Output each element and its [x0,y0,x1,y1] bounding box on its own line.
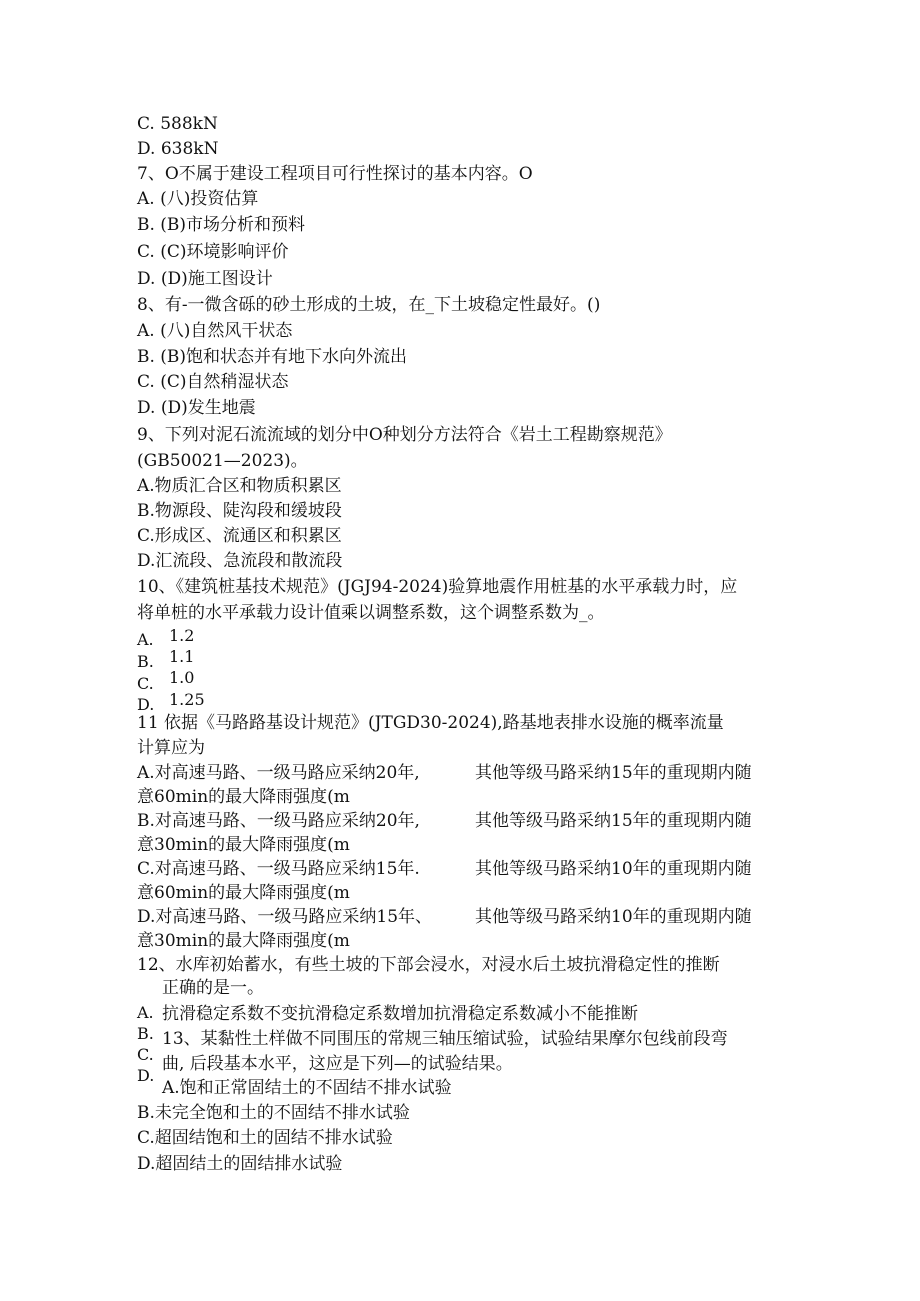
q11-option-c-cont: 意60min的最大降雨强度(m [137,883,350,903]
q12-label-a: A. [137,1003,154,1022]
q8-option-b: B. (B)饱和状态并有地下水向外流出 [137,347,408,367]
q10-stem-line2: 将单桩的水平承载力设计值乘以调整系数，这个调整系数为_。 [137,603,605,623]
q7-stem: 7、O不属于建设工程项目可行性探讨的基本内容。O [137,164,533,184]
q10-label-d: D. [137,695,155,714]
q13-option-c: C.超固结饱和土的固结不排水试验 [137,1128,393,1148]
q13-option-d: D.超固结土的固结排水试验 [137,1154,343,1174]
q11-option-d-right: 其他等级马路采纳10年的重现期内随 [475,907,752,927]
q11-option-c-right: 其他等级马路采纳10年的重现期内随 [475,859,752,879]
q13-stem-line2: 曲, 后段基本水平，这应是下列—的试验结果。 [162,1054,513,1074]
q11-option-a-cont: 意60min的最大降雨强度(m [137,787,350,807]
q9-option-c: C.形成区、流通区和积累区 [137,526,342,546]
q7-option-c: C. (C)环境影响评价 [137,242,289,262]
q9-stem-line1: 9、下列对泥石流流域的划分中O种划分方法符合《岩土工程勘察规范》 [137,425,672,445]
q13-option-a: A.饱和正常固结土的不固结不排水试验 [162,1078,452,1098]
q12-stem-line1: 12、水库初始蓄水，有些土坡的下部会浸水，对浸水后土坡抗滑稳定性的推断 [137,955,720,975]
q7-option-d: D. (D)施工图设计 [137,269,273,289]
q10-value-b: 1.1 [169,647,195,666]
q10-value-c: 1.0 [169,668,195,687]
q9-option-a: A.物质汇合区和物质积累区 [137,476,342,496]
q11-option-d-left: D.对高速马路、一级马路应采纳15年、 [137,907,433,927]
q12-label-d: D. [137,1066,155,1085]
q12-stem-line2: 正确的是一。 [162,978,264,998]
q10-label-b: B. [137,652,154,671]
q6-option-c: C. 588kN [137,114,218,134]
q13-option-b: B.未完全饱和土的不固结不排水试验 [137,1103,410,1123]
q11-option-b-right: 其他等级马路采纳15年的重现期内随 [475,811,752,831]
q11-option-a-left: A.对高速马路、一级马路应采纳20年, [137,763,420,783]
q10-value-d: 1.25 [169,690,205,709]
q10-value-a: 1.2 [169,626,195,645]
q9-option-b: B.物源段、陡沟段和缓坡段 [137,501,342,521]
q11-option-b-left: B.对高速马路、一级马路应采纳20年, [137,811,420,831]
q12-label-b: B. [137,1024,154,1043]
q8-option-c: C. (C)自然稍湿状态 [137,372,289,392]
q11-option-b-cont: 意30min的最大降雨强度(m [137,835,350,855]
q8-stem: 8、有-一微含砾的砂土形成的土坡，在_下土坡稳定性最好。() [137,295,601,315]
q10-label-c: C. [137,674,154,693]
q11-option-c-left: C.对高速马路、一级马路应采纳15年. [137,859,420,879]
q9-option-d: D.汇流段、急流段和散流段 [137,551,343,571]
q12-label-c: C. [137,1045,154,1064]
q11-option-a-right: 其他等级马路采纳15年的重现期内随 [475,763,752,783]
q8-option-a: A. (八)自然风干状态 [137,321,293,341]
q10-stem-line1: 10、《建筑桩基技术规范》(JGJ94-2024)验算地震作用桩基的水平承载力时，应 [137,577,738,597]
q13-stem-line1: 13、某黏性土样做不同围压的常规三轴压缩试验，试验结果摩尔包线前段弯 [162,1029,728,1049]
q6-option-d: D. 638kN [137,139,219,159]
q11-stem-line1: 11 依据《马路路基设计规范》(JTGD30-2024),路基地表排水设施的概率流量 [137,713,724,733]
q11-stem-line2: 计算应为 [137,738,205,758]
q12-options-text: 抗滑稳定系数不变抗滑稳定系数增加抗滑稳定系数减小不能推断 [162,1004,638,1024]
q10-label-a: A. [137,630,154,649]
q8-option-d: D. (D)发生地震 [137,398,256,418]
q7-option-b: B. (B)市场分析和预料 [137,215,306,235]
q7-option-a: A. (八)投资估算 [137,189,259,209]
q11-option-d-cont: 意30min的最大降雨强度(m [137,931,350,951]
q9-stem-line2: (GB50021—2023)。 [137,451,308,471]
